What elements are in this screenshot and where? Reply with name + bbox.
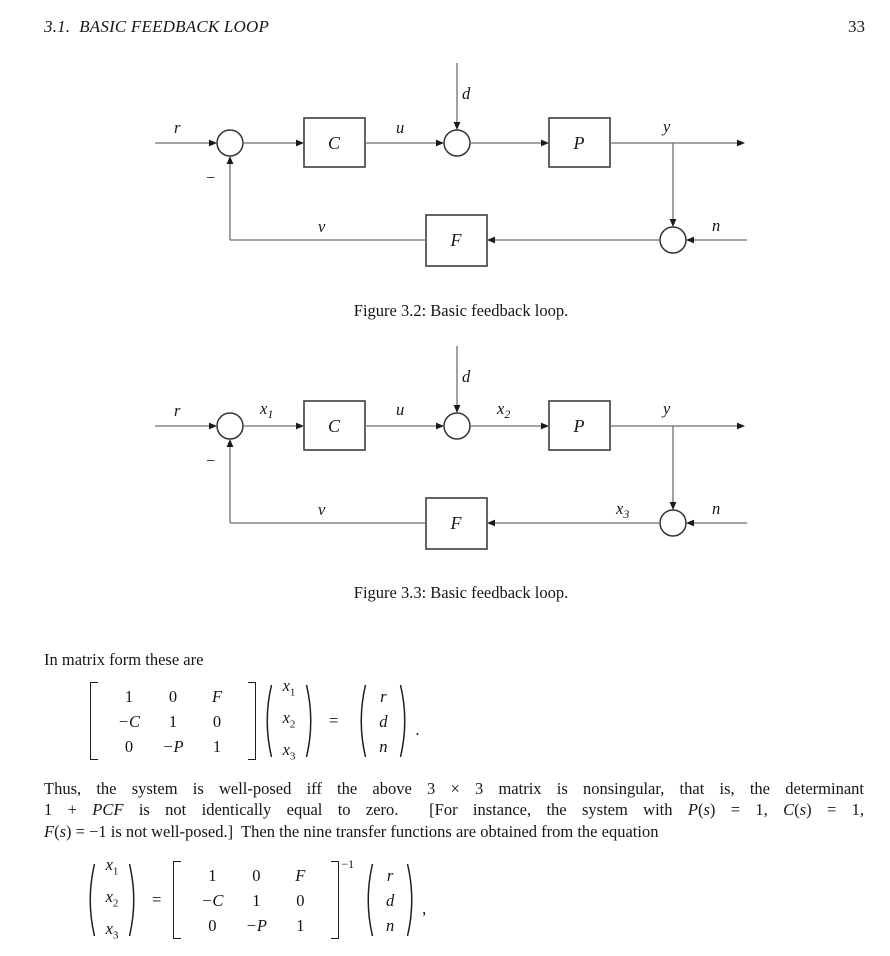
matrix-cell: −C (117, 711, 141, 731)
fig32-label-n: n (712, 216, 721, 235)
vector-entry: $x_2$ (282, 707, 296, 731)
rhs-vector (355, 681, 411, 761)
figure-3-3-diagram (0, 338, 890, 558)
end-punctuation: . (415, 719, 420, 739)
fig32-feedback-v-line (227, 156, 426, 240)
fig33-branch-to-sensor-line (670, 426, 677, 510)
matrix-cell: 0 (212, 711, 222, 731)
matrix-cell: F (211, 686, 223, 706)
matrix-cell: 0 (296, 890, 305, 910)
paragraph-line-3: F(s) = −1 is not well-posed.] Then the nine transfer functions are obtained from the equation (44, 821, 659, 841)
matrix-cell: 1 (168, 711, 178, 731)
matrix-entries (181, 861, 331, 939)
matrix-cell: 1 (212, 736, 222, 756)
fig32-label-r: r (174, 118, 181, 137)
fig32-block-P-label: P (573, 133, 585, 153)
vector-entry: $x_3$ (282, 740, 296, 763)
fig33-reference-r-line (155, 423, 217, 430)
right-square-bracket (248, 682, 256, 760)
fig33-line-j2-to-P (470, 423, 549, 430)
figure-3-2-diagram (0, 55, 890, 275)
fig33-label-v: v (318, 500, 326, 519)
equals-sign: = (329, 711, 339, 730)
vector-entry: d (379, 711, 388, 731)
matrix-cell: 0 (168, 686, 178, 706)
matrix-cell: F (295, 865, 306, 885)
fig32-sum-junction-3 (660, 227, 686, 253)
fig32-branch-to-sensor-line (670, 143, 677, 227)
fig32-label-u: u (396, 118, 405, 137)
fig33-label-y: y (663, 399, 671, 418)
fig32-signal-u-line (365, 140, 444, 147)
left-paren (84, 860, 96, 940)
matrix-cell: 1 (296, 915, 305, 935)
left-paren (362, 860, 374, 940)
fig33-disturbance-d-line (454, 346, 461, 413)
right-paren (406, 860, 418, 940)
vector-entry: r (386, 865, 394, 885)
fig33-block-C-label: C (327, 416, 341, 436)
end-punctuation: , (422, 898, 427, 918)
fig32-label-v: v (318, 217, 326, 236)
fig32-minus-sign: − (205, 168, 217, 187)
left-paren (355, 681, 367, 761)
left-square-bracket (90, 682, 98, 760)
coefficient-matrix (90, 682, 256, 760)
matrix-cell: −C (201, 890, 224, 910)
vector-entry: $x_2$ (105, 886, 119, 910)
page-number: 33 (848, 17, 865, 36)
fig33-feedback-v-line (227, 439, 426, 523)
unknown-vector (261, 675, 317, 763)
matrix-cell: −P (245, 915, 267, 935)
section-header: 3.1. BASIC FEEDBACK LOOP (44, 17, 270, 36)
fig32-line-j1-to-C (243, 140, 304, 147)
figure-3-2-caption: Figure 3.2: Basic feedback loop. (353, 301, 569, 320)
fig33-label-d: d (462, 367, 471, 386)
matrix-equation-2 (84, 856, 426, 944)
fig33-line-j1-to-C (243, 423, 304, 430)
fig33-minus-sign: − (205, 451, 217, 470)
vector-entry: n (385, 915, 395, 935)
vector-entry: n (379, 736, 388, 756)
fig33-sum-junction-1 (217, 413, 243, 439)
matrix-cell: 0 (208, 915, 217, 935)
vector-entry: d (385, 890, 395, 910)
fig33-block-P-label: P (573, 416, 585, 436)
fig32-label-d: d (462, 84, 471, 103)
fig33-label-n: n (712, 499, 721, 518)
matrix-cell: 1 (208, 865, 217, 885)
fig32-block-C-label: C (327, 133, 341, 153)
left-paren (261, 681, 273, 761)
fig33-label-x3: $x_3$ (616, 499, 630, 521)
paragraph-line-1: Thus, the system is well-posed iff the above 3 × 3 matrix is nonsingular, that is, the determinant (44, 779, 864, 798)
fig32-sum-junction-2 (444, 130, 470, 156)
fig32-line-j3-to-F (487, 237, 660, 244)
right-paren (305, 681, 317, 761)
equals-sign: = (152, 890, 162, 909)
vector-entry: r (380, 686, 387, 706)
fig33-label-x2: $x_2$ (497, 399, 511, 421)
fig33-output-y-line (610, 423, 745, 430)
figure-3-3-caption: Figure 3.3: Basic feedback loop. (353, 583, 569, 602)
fig33-sum-junction-3 (660, 510, 686, 536)
matrix-cell: 0 (124, 736, 134, 756)
fig33-block-F-label: F (450, 513, 462, 533)
vector-entry: $x_3$ (105, 919, 119, 942)
left-square-bracket (173, 861, 181, 939)
fig33-noise-n-line (686, 520, 747, 527)
vector-entry: $x_1$ (105, 854, 119, 877)
fig32-sum-junction-1 (217, 130, 243, 156)
matrix-equation-1 (90, 675, 420, 763)
matrix-cell: 0 (252, 865, 261, 885)
matrix-cell: 1 (252, 890, 261, 910)
fig32-output-y-line (610, 140, 745, 147)
fig32-label-y: y (663, 117, 671, 136)
fig33-label-u: u (396, 400, 405, 419)
fig32-noise-n-line (686, 237, 747, 244)
right-square-bracket (331, 861, 339, 939)
fig33-signal-u-line (365, 423, 444, 430)
fig33-label-r: r (174, 401, 181, 420)
right-paren (399, 681, 411, 761)
matrix-cell: 1 (124, 686, 134, 706)
fig32-reference-r-line (155, 140, 217, 147)
fig32-block-F-label: F (450, 230, 462, 250)
fig33-sum-junction-2 (444, 413, 470, 439)
vector-entry: $x_1$ (282, 675, 296, 698)
fig32-disturbance-d-line (454, 63, 461, 130)
unknown-vector (84, 854, 140, 942)
fig32-line-j2-to-P (470, 140, 549, 147)
coefficient-matrix (173, 861, 339, 939)
inverse-exponent: −1 (341, 857, 355, 871)
matrix-entries (98, 682, 248, 760)
fig33-label-x1: $x_1$ (260, 399, 274, 421)
paragraph-line-2: 1 + PCF is not identically equal to zero. [For instance, the system with P(s) = 1, C(s) = 1, (44, 800, 864, 820)
fig33-line-j3-to-F (487, 520, 660, 527)
matrix-cell: −P (162, 736, 184, 756)
rhs-vector (362, 860, 418, 940)
body-paragraph (44, 778, 864, 842)
intro-text: In matrix form these are (44, 650, 204, 669)
right-paren (128, 860, 140, 940)
